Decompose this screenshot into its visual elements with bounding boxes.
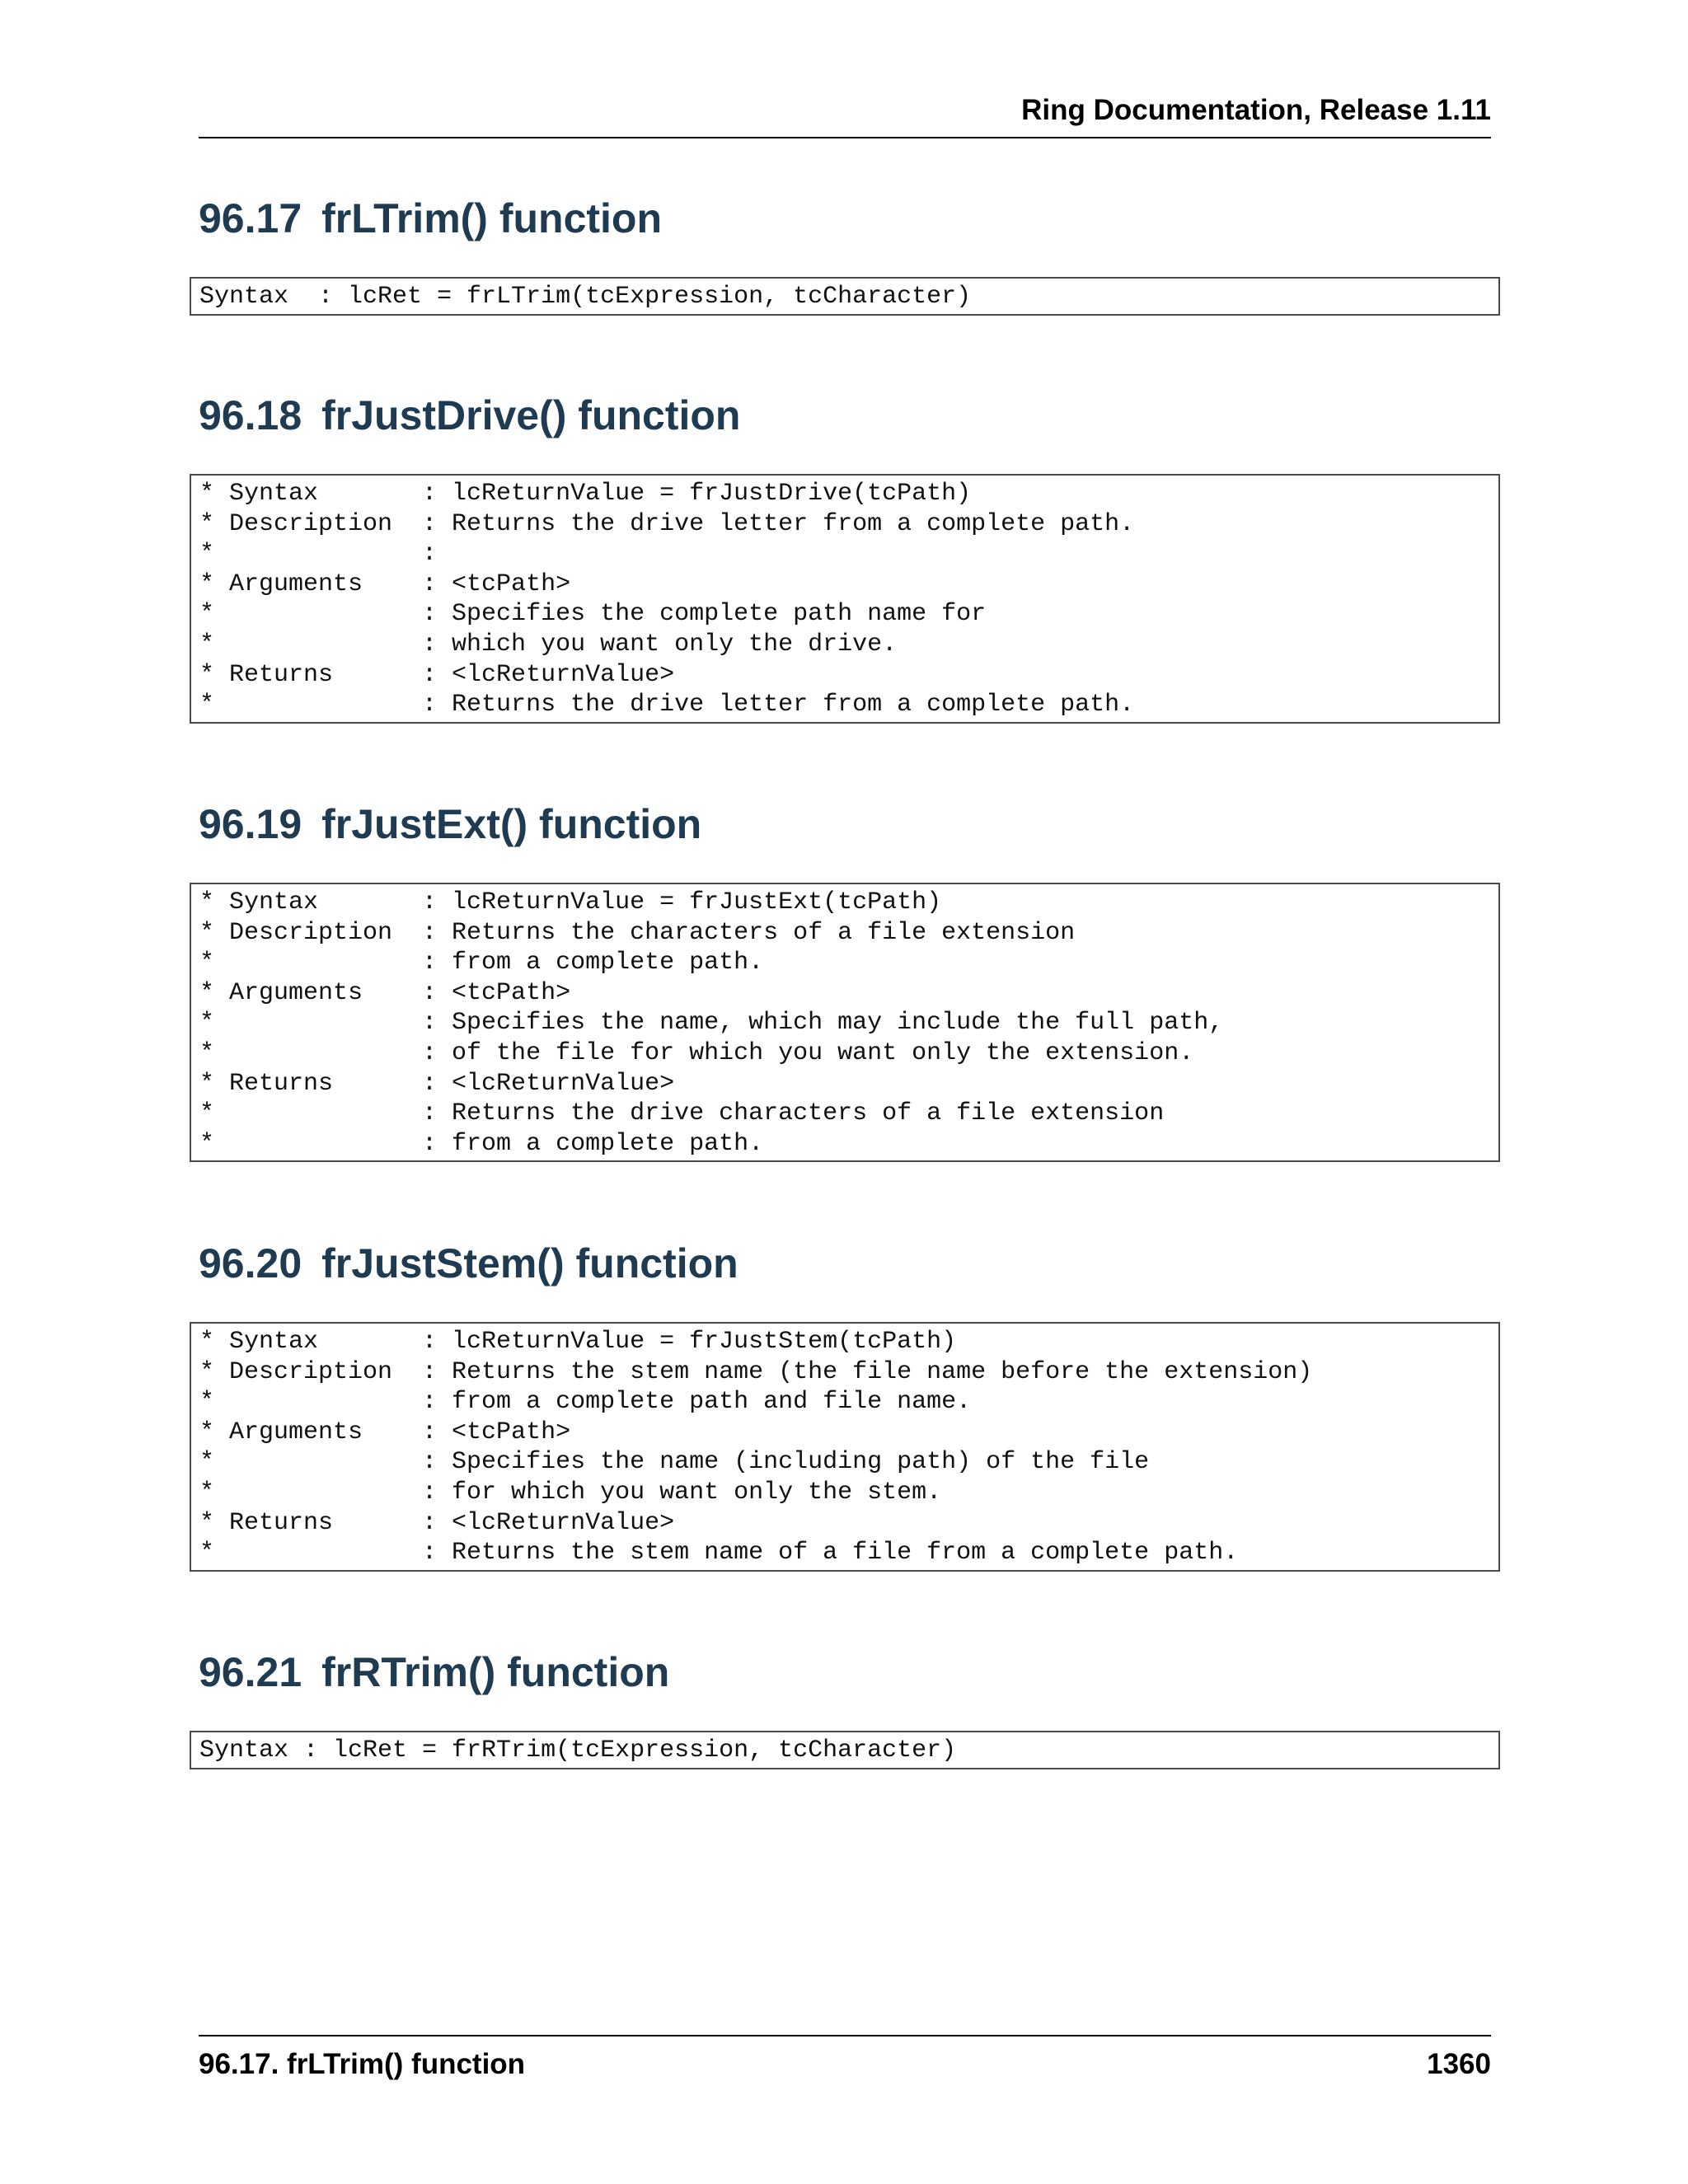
section-heading <box>199 391 1500 440</box>
section-heading <box>199 1239 1500 1288</box>
page-number: 1360 <box>1427 2048 1491 2080</box>
code-line: * Returns : <lcReturnValue> <box>199 660 675 689</box>
code-line: * : which you want only the drive. <box>199 630 898 658</box>
section-number: 96.18 <box>199 392 302 438</box>
code-line: Syntax : lcRet = frLTrim(tcExpression, tcCharacter) <box>199 283 972 311</box>
section-heading <box>199 799 1500 849</box>
code-line: * Syntax : lcReturnValue = frJustExt(tcPath) <box>199 888 942 916</box>
section-number: 96.20 <box>199 1240 302 1286</box>
code-line: * : <box>199 540 438 569</box>
code-line: * : for which you want only the stem. <box>199 1478 942 1507</box>
running-header <box>199 91 1491 138</box>
code-block <box>190 883 1500 1162</box>
code-line: * Arguments : <tcPath> <box>199 978 571 1007</box>
section-frrtrim <box>190 1647 1500 1769</box>
code-block <box>190 277 1500 316</box>
section-frltrim <box>190 194 1500 316</box>
section-frjustext <box>190 799 1500 1162</box>
section-title: frJustStem() function <box>321 1240 738 1286</box>
code-line: * : Returns the stem name of a file from a complete path. <box>199 1539 1239 1568</box>
section-title: frJustExt() function <box>321 801 702 847</box>
section-number: 96.21 <box>199 1649 302 1695</box>
code-line: * : Specifies the name (including path) of the file <box>199 1448 1150 1477</box>
code-line: * : from a complete path and file name. <box>199 1388 972 1417</box>
section-number: 96.19 <box>199 801 302 847</box>
section-number: 96.17 <box>199 195 302 241</box>
section-title: frLTrim() function <box>321 195 663 241</box>
section-frjustdrive <box>190 391 1500 724</box>
code-line: * Description : Returns the characters of a file extension <box>199 918 1076 947</box>
footer-section: 96.17. frLTrim() function <box>199 2048 526 2080</box>
code-line: * : Returns the drive characters of a file extension <box>199 1099 1165 1128</box>
section-frjuststem <box>190 1239 1500 1572</box>
code-line: * Returns : <lcReturnValue> <box>199 1069 675 1098</box>
code-block <box>190 474 1500 724</box>
code-line: * : Specifies the complete path name for <box>199 600 987 629</box>
section-heading <box>199 194 1500 243</box>
code-line: * : from a complete path. <box>199 1129 764 1158</box>
running-footer <box>199 2035 1491 2084</box>
code-line: * : Returns the drive letter from a complete path. <box>199 691 1135 719</box>
section-title: frRTrim() function <box>321 1649 670 1695</box>
code-line: * : of the file for which you want only the extension. <box>199 1038 1194 1067</box>
code-line: * Description : Returns the stem name (the file name before the extension) <box>199 1357 1313 1386</box>
code-block <box>190 1731 1500 1769</box>
code-line: * Syntax : lcReturnValue = frJustStem(tcPath) <box>199 1328 957 1356</box>
code-line: * : from a complete path. <box>199 949 764 977</box>
code-line: * Returns : <lcReturnValue> <box>199 1508 675 1537</box>
section-heading <box>199 1647 1500 1697</box>
code-line: * Arguments : <tcPath> <box>199 1418 571 1446</box>
code-line: * Syntax : lcReturnValue = frJustDrive(tcPath) <box>199 480 972 508</box>
code-line: * Description : Returns the drive letter from a complete path. <box>199 509 1135 538</box>
code-line: * Arguments : <tcPath> <box>199 569 571 598</box>
header-title: Ring Documentation, Release 1.11 <box>1021 94 1491 126</box>
code-line: Syntax : lcRet = frRTrim(tcExpression, tcCharacter) <box>199 1736 957 1765</box>
section-title: frJustDrive() function <box>321 392 741 438</box>
code-block <box>190 1322 1500 1572</box>
code-line: * : Specifies the name, which may include the full path, <box>199 1009 1224 1038</box>
